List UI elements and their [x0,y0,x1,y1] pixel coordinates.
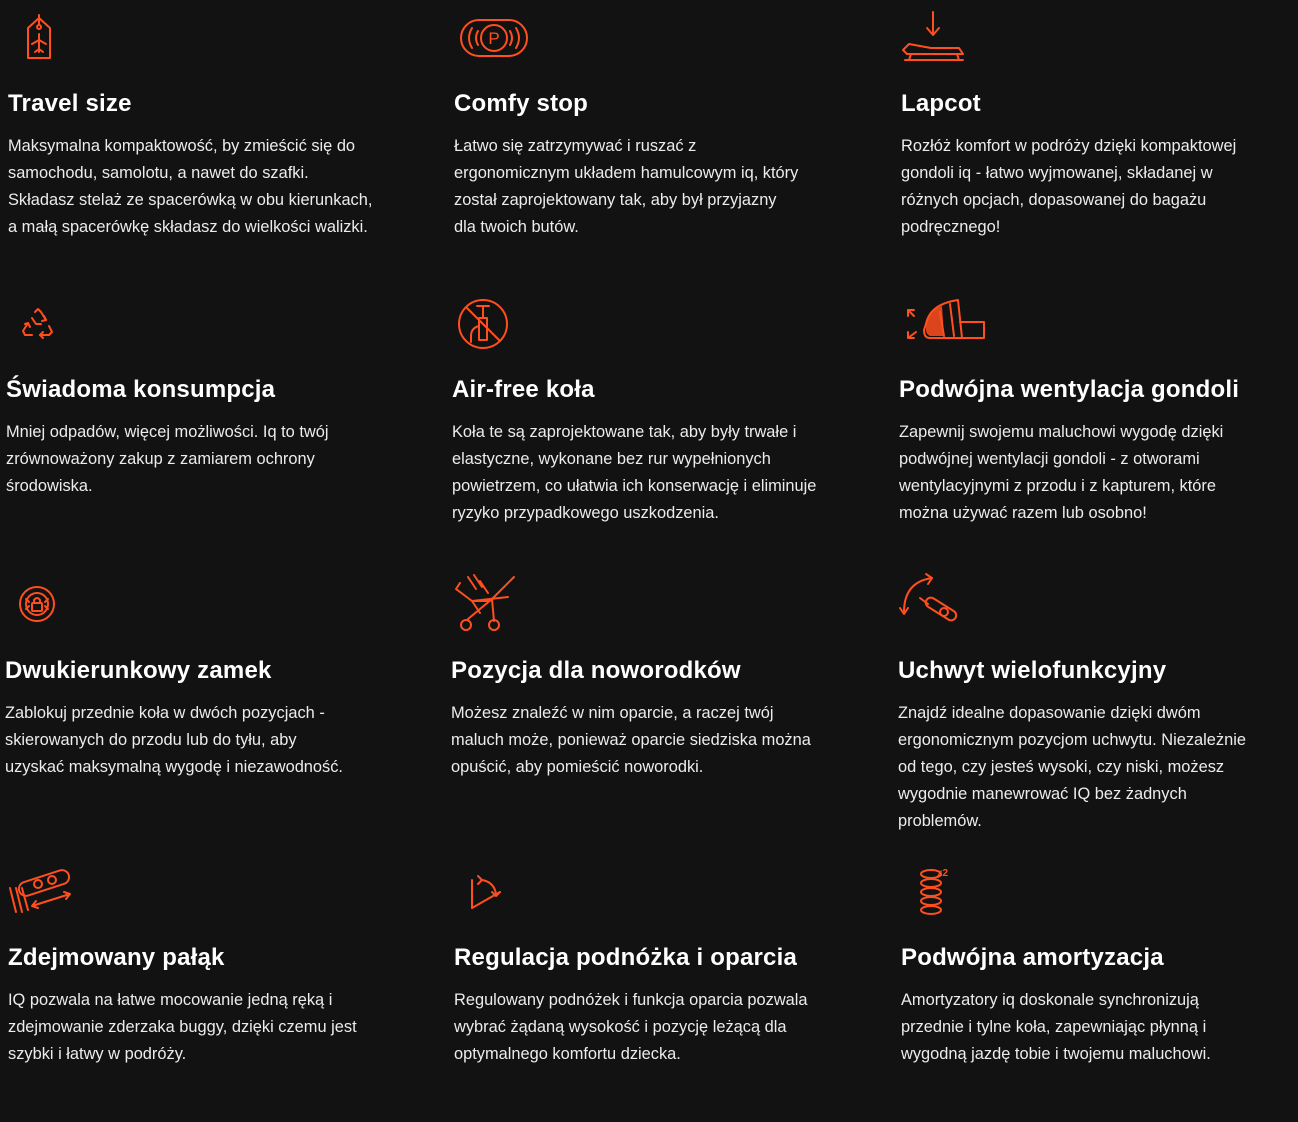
feature-description: Regulowany podnóżek i funkcja oparcia pozwala wybrać żądaną wysokość i pozycję leżącą dla optymalnego komfortu dziecka. [454,991,808,1063]
feature-description: IQ pozwala na łatwe mocowanie jedną ręką i zdejmowanie zderzaka buggy, dzięki czemu jest szybki i łatwy w podróży. [8,991,357,1063]
double-spring-icon [917,866,953,916]
parking-letter: P [488,29,500,48]
lapcot-icon [901,12,967,64]
parking-brake-icon [460,18,530,58]
feature-title: Zdejmowany pałąk [8,944,225,971]
feature-title: Podwójna wentylacja gondoli [899,376,1240,403]
luggage-tag-plane-icon [24,14,54,60]
feature-description: Amortyzatory iq doskonale synchronizują przednie i tylne koła, zapewniając płynną i wygodną jazdę tobie i twojemu maluchowi. [901,991,1211,1063]
feature-title: Regulacja podnóżka i oparcia [454,944,798,971]
feature-title: Air-free koła [452,376,595,403]
handle-rotate-icon [898,572,964,634]
stroller-recline-icon [452,575,518,633]
no-air-pump-icon [457,298,511,352]
feature-title: Lapcot [901,90,981,117]
bumper-bar-icon [8,862,74,918]
feature-title: Comfy stop [454,90,588,117]
recycle-icon [22,308,54,338]
wheel-lock-icon [18,585,56,623]
feature-description: Znajdź idealne dopasowanie dzięki dwóm ergonomicznym pozycjom uchwytu. Niezależnie od tego, czy jesteś wysoki, czy niski, możesz wygodnie manewrować IQ bez żadnych problemów. [898,704,1246,830]
feature-description: Łatwo się zatrzymywać i ruszać z ergonomicznym układem hamulcowym iq, który został zaprojektowany tak, aby był przyjazny dla twoich butów. [454,137,799,236]
feature-description: Rozłóż komfort w podróży dzięki kompaktowej gondoli iq - łatwo wyjmowanej, składanej w różnych opcjach, dopasowanej do bagażu podręcznego! [901,137,1237,236]
feature-description: Zablokuj przednie koła w dwóch pozycjach - skierowanych do przodu lub do tyłu, aby uzyskać maksymalną wygodę i niezawodność. [5,704,343,776]
feature-title: Pozycja dla noworodków [451,657,741,684]
feature-title: Dwukierunkowy zamek [5,657,272,684]
feature-title: Travel size [8,90,132,117]
bassinet-ventilation-icon [904,298,986,346]
feature-description: Zapewnij swojemu maluchowi wygodę dzięki podwójnej wentylacji gondoli - z otworami wentylacyjnymi z przodu i z kapturem, które można używać razem lub osobno! [899,423,1224,522]
feature-title: Uchwyt wielofunkcyjny [898,657,1167,684]
feature-description: Koła te są zaprojektowane tak, aby były trwałe i elastyczne, wykonane bez rur wypełnionych powietrzem, co ułatwia ich konserwację i eliminuje ryzyko przypadkowego uszkodzenia. [452,423,817,522]
feature-title: Podwójna amortyzacja [901,944,1164,971]
feature-title: Świadoma konsumpcja [6,376,276,403]
feature-description: Mniej odpadów, więcej możliwości. Iq to twój zrównoważony zakup z zamiarem ochrony środowiska. [6,423,329,495]
feature-description: Maksymalna kompaktowość, by zmieścić się do samochodu, samolotu, a nawet do szafki. Składasz stelaż ze spacerówką w obu kierunkach, a małą spacerówkę składasz do wielkości walizki. [8,137,373,236]
double-spring-badge: x2 [937,868,949,879]
footrest-angle-icon [468,874,504,910]
feature-description: Możesz znaleźć w nim oparcie, a raczej twój maluch może, ponieważ oparcie siedziska można opuścić, aby pomieścić noworodki. [451,704,811,776]
